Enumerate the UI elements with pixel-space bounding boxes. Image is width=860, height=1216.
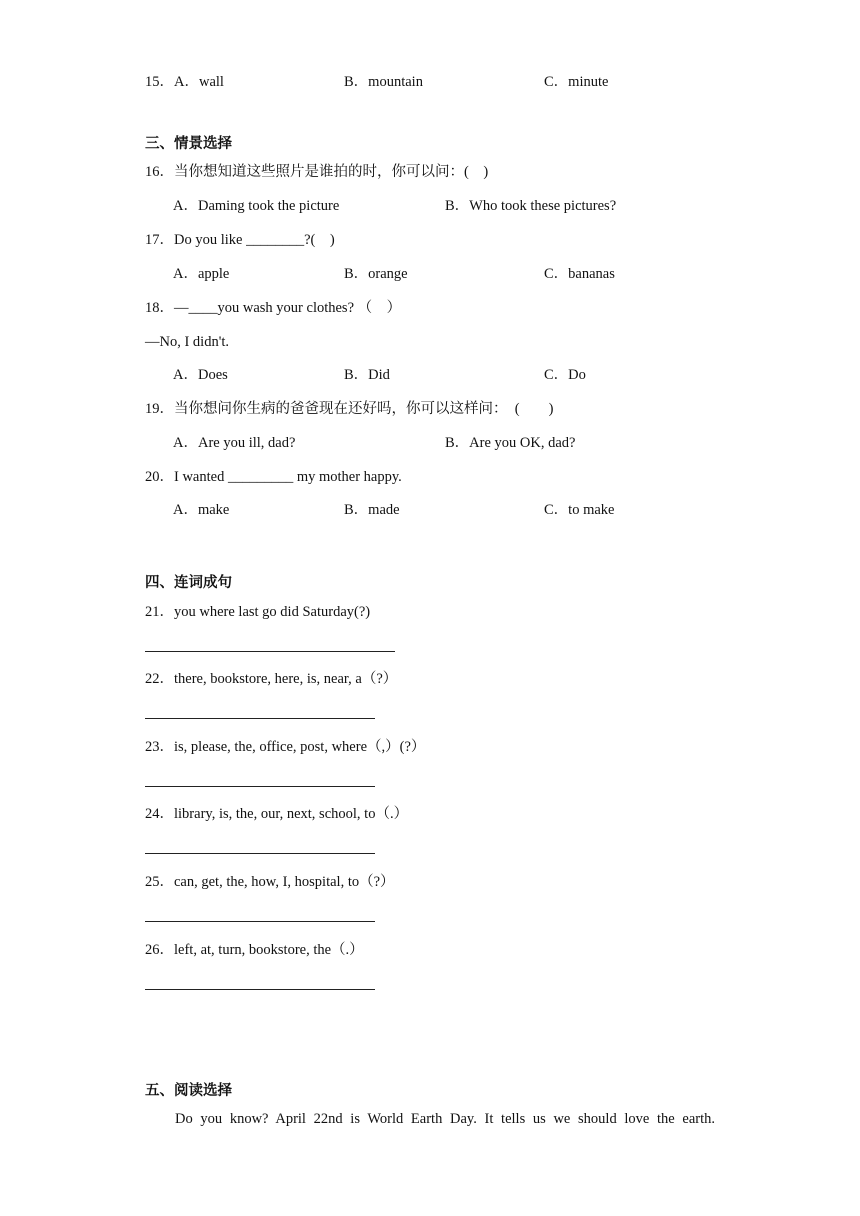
reading-passage: Do you know? April 22nd is World Earth Day. It tells us we should love the earth.: [175, 1111, 715, 1127]
q25-stem: 25．can, get, the, how, I, hospital, to（?）: [145, 874, 395, 890]
q17-option-b: B．orange: [344, 266, 408, 282]
q25-answer-line[interactable]: [145, 921, 375, 922]
q18-reply: —No, I didn't.: [145, 334, 229, 350]
q24-answer-line[interactable]: [145, 853, 375, 854]
q24-stem: 24．library, is, the, our, next, school, to（.）: [145, 806, 409, 822]
q15-option-b: B．mountain: [344, 74, 423, 90]
q18-option-c: C．Do: [544, 367, 586, 383]
q16-option-a: A．Daming took the picture: [173, 198, 340, 214]
q23-stem: 23．is, please, the, office, post, where（,）(?）: [145, 739, 426, 755]
q17-option-a: A．apple: [173, 266, 230, 282]
q17-option-c: C．bananas: [544, 266, 615, 282]
section-5-heading: 五、阅读选择: [145, 1083, 232, 1099]
q16-stem: 16．当你想知道这些照片是谁拍的时，你可以问：( ): [145, 164, 489, 180]
q15-option-c: C．minute: [544, 74, 609, 90]
q26-stem: 26．left, at, turn, bookstore, the（.）: [145, 942, 364, 958]
q16-option-b: B．Who took these pictures?: [445, 198, 617, 214]
q22-answer-line[interactable]: [145, 718, 375, 719]
q18-stem: 18．—____you wash your clothes? （ ）: [145, 300, 402, 316]
section-3-heading: 三、情景选择: [145, 136, 232, 152]
q20-option-a: A．make: [173, 502, 230, 518]
q18-option-b: B．Did: [344, 367, 390, 383]
q23-answer-line[interactable]: [145, 786, 375, 787]
q15-option-a: 15．A．wall: [145, 74, 224, 90]
q17-stem: 17．Do you like ________?( ): [145, 232, 335, 248]
q19-option-b: B．Are you OK, dad?: [445, 435, 576, 451]
q18-option-a: A．Does: [173, 367, 228, 383]
q20-stem: 20．I wanted _________ my mother happy.: [145, 469, 402, 485]
q19-option-a: A．Are you ill, dad?: [173, 435, 296, 451]
q19-stem: 19．当你想问你生病的爸爸现在还好吗，你可以这样问： ( ): [145, 401, 554, 417]
q21-answer-line[interactable]: [145, 651, 395, 652]
q20-option-c: C．to make: [544, 502, 615, 518]
q21-stem: 21．you where last go did Saturday(?): [145, 604, 371, 620]
q20-option-b: B．made: [344, 502, 400, 518]
section-4-heading: 四、连词成句: [145, 575, 232, 591]
q22-stem: 22．there, bookstore, here, is, near, a（?）: [145, 671, 398, 687]
q26-answer-line[interactable]: [145, 989, 375, 990]
